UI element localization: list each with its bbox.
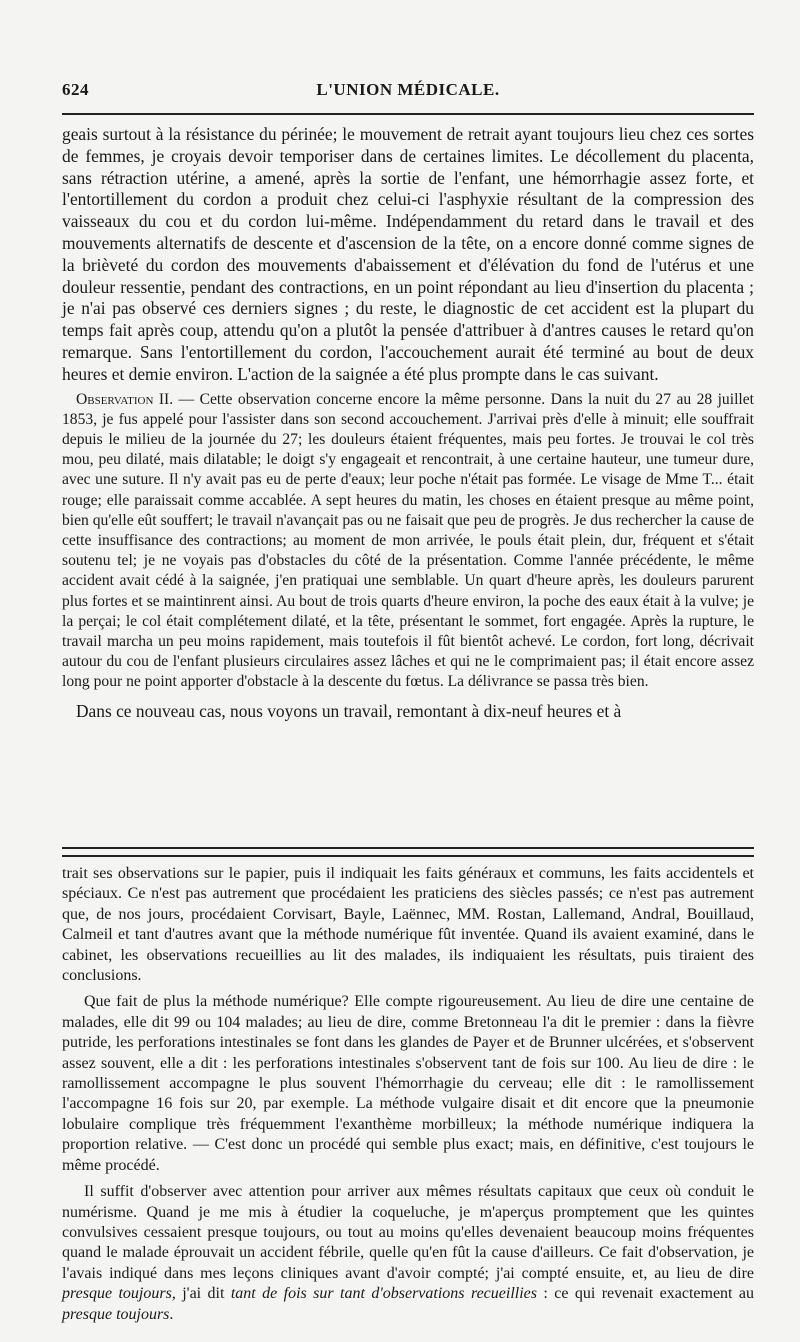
- header-rule: [62, 113, 754, 115]
- paragraph-trait: trait ses observations sur le papier, puis il indiquait les faits généraux et communs, les faits accidentels et spéciaux. Ce n'est pas autrement que procédaient les praticiens des siècles passés; ce n'est pas autrement que, de nos jours, procédaient Corvisart, Bayle, Laënnec, MM. Rostan, Lallemand, Andral, Bouillaud, Calmeil et tant d'autres avant que la méthode numérique fût inventée. Quand ils avaient examiné, dans le cabinet, les observations recueillies au lit des malades, ils indiquaient les résultats, puis tiraient des conclusions.: [62, 865, 754, 985]
- upper-text-block: [62, 124, 754, 722]
- section-divider: [62, 847, 754, 857]
- coqueluche-text-a: Il suffit d'observer avec attention pour arriver aux mêmes résultats capitaux que ceux où conduit le numérisme. Quand je me mis à étudier la coqueluche, je m'aperçus promptement que les quintes convulsives cessaient presque toujours, ou tout au moins qu'elles devenaient beaucoup moins fréquentes quand le malade éprouvait un accident fébrile, quelle qu'en fût la cause d'ailleurs. Ce fait d'observation, je l'avais indiqué dans mes leçons cliniques avant d'avoir compté; j'ai compté ensuite, et, au lieu de dire: [62, 1183, 754, 1282]
- italic-tant-de-fois: tant de fois sur tant d'observations recueillies: [230, 1285, 537, 1303]
- continuation-line: Dans ce nouveau cas, nous voyons un travail, remontant à dix-neuf heures et à: [76, 700, 622, 721]
- italic-presque-toujours: presque toujours: [62, 1285, 172, 1303]
- journal-title: L'UNION MÉDICALE.: [316, 80, 500, 99]
- coqueluche-text-c: : ce qui revenait exactement au: [536, 1285, 755, 1303]
- paragraph-methode-numerique: Que fait de plus la méthode numérique? Elle compte rigoureusement. Au lieu de dire une centaine de malades, elle dit 99 ou 104 malades; au lieu de dire, comme Bretonneau l'a dit le premier : dans la fièvre putride, les perforations intestinales se font dans les glandes de Payer et de Brunner ulcérées, et s'observent assez souvent, elle a dit : les perforations intestinales s'observent tant de fois sur 100. Au lieu de dire : le ramollissement accompagne le plus souvent l'hémorrhagie du cerveau; elle dit : le ramollissement l'accompagne 16 fois sur 20, par exemple. La méthode vulgaire disait et dit encore que la pneumonie lobulaire complique très fréquemment l'exanthème morbilleux; la méthode numérique indiquera la proportion relative. — C'est donc un procédé qui semble plus exact; mais, en définitive, c'est toujours le même procédé.: [62, 993, 754, 1174]
- italic-presque-toujours-2: presque toujours: [62, 1305, 170, 1323]
- page-number: 624: [62, 80, 89, 99]
- lower-text-block: [62, 864, 754, 1325]
- paragraph-retrait: geais surtout à la résistance du périnée; le mouvement de retrait ayant toujours lieu chez ces sortes de femmes, je croyais devoir temporiser dans de certaines limites. Le décollement du placenta, sans rétraction utérine, a amené, après la sortie de l'enfant, une hémorrhagie assez forte, et l'entortillement du cordon a produit chez celui-ci l'asphyxie résultant de la compression des vaisseaux du cou et du cordon lui-même. Indépendamment du retard dans le travail et des mouvements alternatifs de descente et d'ascension de la tête, on a encore donné comme signes de la brièveté du cordon des mouvements d'abaissement et d'élévation du fond de l'utérus et une douleur ressentie, pendant des contractions, en un point répondant au lieu d'insertion du placenta ; je n'ai pas observé ces derniers signes ; du reste, le diagnostic de cet accident est la plupart du temps fait après coup, attendu qu'on a plutôt la pensée d'attribuer à d'antres causes le retard qu'on remarque. Sans l'entortillement du cordon, l'accouchement aurait été terminé au bout de deux heures et demie environ. L'action de la saignée a été plus prompte dans le cas suivant.: [62, 124, 754, 384]
- paragraph-coqueluche: [62, 1182, 754, 1325]
- observation-ii: [62, 390, 754, 693]
- observation-text: — Cette observation concerne encore la même personne. Dans la nuit du 27 au 28 juillet 1853, je fus appelé pour l'assister dans son second accouchement. J'arrivai près d'elle à minuit; elle souffrait depuis le milieu de la journée du 27; les douleurs étaient fréquentes, mais peu fortes. Je trouvai le col très mou, peu dilaté, mais dilatable; le doigt s'y engageait et rencontrait, à une certaine hauteur, une tumeur dure, avec une suture. Il n'y avait pas eu de perte d'eaux; leur poche n'était pas formée. Le visage de Mme T... était rouge; elle paraissait comme accablée. A sept heures du matin, les choses en étaient presque au même point, bien qu'elle eût souffert; le travail n'avançait pas ou ne faisait que peu de progrès. Je dus rechercher la cause de cette insuffisance des contractions; au moment de mon arrivée, le pouls était plein, dur, fréquent et s'était soutenu tel; je ne voyais pas d'obstacles du côté de la présentation. Comme l'année précédente, le même accident avait cédé à la saignée, j'en pratiquai une semblable. Un quart d'heure après, les douleurs parurent plus fortes et se maintinrent ainsi. Au bout de trois quarts d'heure environ, la poche des eaux était à la vulve; je la perçai; le col était complétement dilaté, et la tête, présentant le sommet, fort engagée. Après la rupture, le travail marcha un peu moins rapidement, mais toutefois il fût bientôt achevé. Le cordon, fort long, décrivait autour du cou de l'enfant plusieurs circulaires assez lâches et qui ne le comprimaient pas; il était encore assez long pour ne point apporter d'obstacle à la descente du fœtus. La délivrance se passa très bien.: [62, 390, 754, 691]
- coqueluche-text-b: , j'ai dit: [171, 1285, 231, 1303]
- page-header: [62, 80, 754, 108]
- observation-label: Observation II.: [76, 390, 174, 408]
- coqueluche-text-d: .: [169, 1305, 174, 1323]
